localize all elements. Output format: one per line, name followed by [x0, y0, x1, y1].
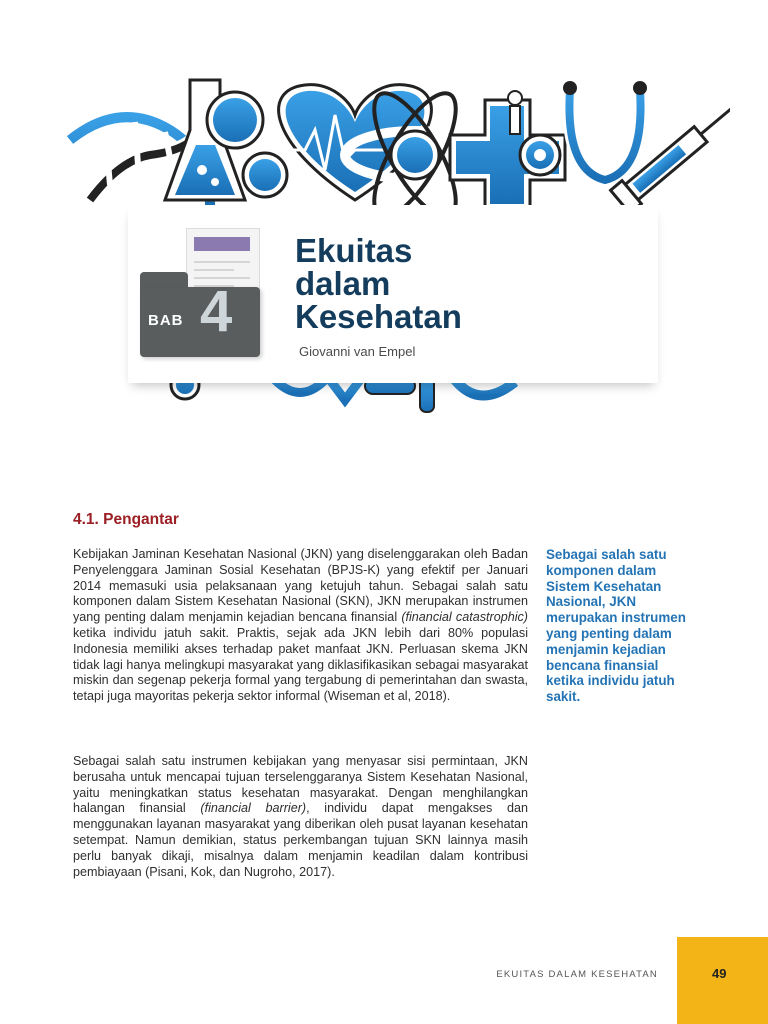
- body-paragraph-1: Kebijakan Jaminan Kesehatan Nasional (JKN) yang diselenggarakan oleh Badan Penyelenggara Jaminan Sosial Kesehatan (BPJS-K) yang efektif per Januari 2014 memasuki usia pelaksanaan yang ketujuh tahun. Sebagai salah satu komponen dalam Sistem Kesehatan Nasional (SKN), JKN merupakan instrumen yang penting dalam menjamin kejadian bencana finansial (financial catastrophic) ketika individu jatuh sakit. Praktis, sejak ada JKN lebih dari 80% populasi Indonesia memiliki akses terhadap paket manfaat JKN. Perluasan skema JKN tidak lagi hanya melingkupi masyarakat yang diklasifikasikan sebagai masyarakat miskin dan segenap pekerja formal yang tergabung di pemerintahan dan swasta, tetapi juga mayoritas pekerja sektor informal (Wiseman et al, 2018).: [73, 547, 528, 704]
- chapter-title: [295, 234, 635, 333]
- page-number: 49: [712, 966, 727, 981]
- chapter-title-line-1: Ekuitas: [295, 232, 413, 269]
- chapter-label: BAB: [148, 312, 184, 329]
- chapter-title-line-3: Kesehatan: [295, 298, 462, 335]
- body-paragraph-2: Sebagai salah satu instrumen kebijakan yang menyasar sisi permintaan, JKN berusaha untuk mencapai tujuan terselenggaranya Sistem Kesehatan Nasional, yaitu meningkatkan status kesehatan masyarakat. Dengan menghilangkan halangan finansial (financial barrier), individu dapat mengakses dan menggunakan layanan masyarakat yang diberikan oleh pusat layanan kesehatan setempat. Namun demikian, status perkembangan tujuan SKN lainnya masih perlu banyak dikaji, misalnya dalam menjamin keadilan dalam kontribusi pembiayaan (Pisani, Kok, dan Nugroho, 2017).: [73, 754, 529, 879]
- running-footer: EKUITAS DALAM KESEHATAN: [496, 969, 658, 980]
- chapter-number: 4: [200, 279, 233, 344]
- chapter-title-line-2: dalam: [295, 265, 391, 302]
- pull-quote: Sebagai salah satu komponen dalam Sistem Kesehatan Nasional, JKN merupakan instrumen yang penting dalam menjamin kejadian bencana finansial ketika individu jatuh sakit.: [546, 547, 686, 705]
- section-heading: 4.1. Pengantar: [73, 511, 179, 528]
- stethoscope-icon: [563, 81, 647, 180]
- chapter-author: Giovanni van Empel: [299, 344, 416, 359]
